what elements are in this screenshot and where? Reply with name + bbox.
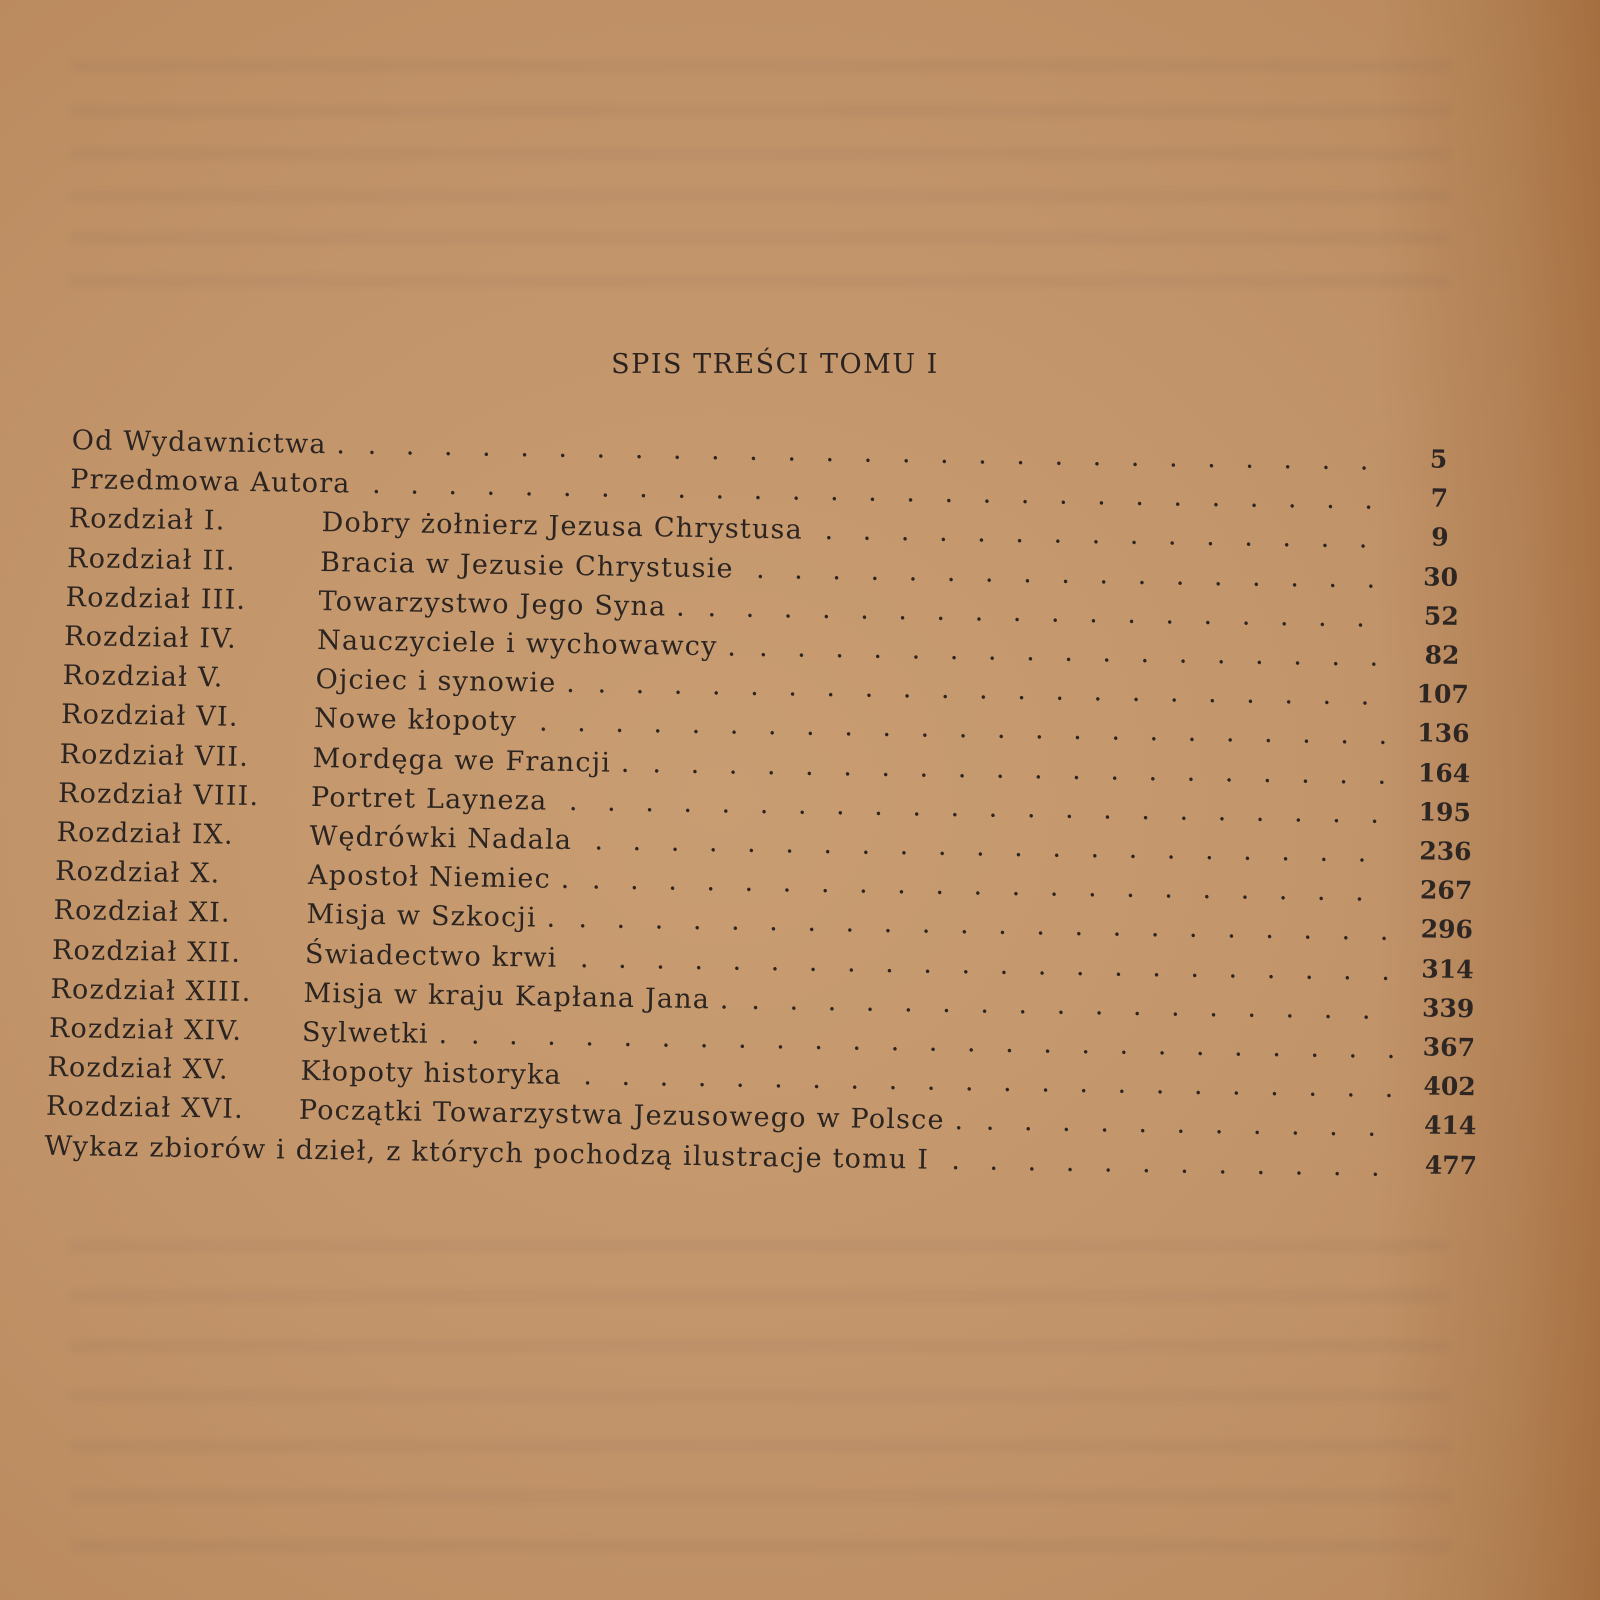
table-of-contents	[0, 424, 1600, 1249]
toc-entry-page-number: 9	[1431, 522, 1449, 553]
show-through-text	[70, 1340, 1450, 1352]
toc-entry-page-number: 314	[1421, 953, 1474, 984]
toc-entry-title: Wędrówki Nadala	[309, 820, 573, 857]
show-through-text	[70, 1290, 1450, 1302]
toc-entry-label: Rozdział VI.	[60, 699, 239, 734]
toc-entry-page-number: 195	[1418, 797, 1472, 827]
toc-entry-label: Od Wydawnictwa .	[71, 425, 347, 461]
toc-entry-page-number: 236	[1419, 836, 1472, 867]
toc-entry-page-number: 367	[1422, 1032, 1476, 1063]
toc-entry-title: Apostoł Niemiec .	[307, 860, 571, 896]
show-through-text	[70, 60, 1450, 72]
toc-entry-title: Misja w Szkocji .	[306, 899, 557, 935]
toc-entry-label: Rozdział V.	[62, 660, 224, 694]
toc-entry-title: Początki Towarzystwa Jezusowego w Polsce .	[298, 1095, 965, 1137]
page-title: SPIS TREŚCI TOMU I	[611, 349, 939, 380]
toc-entry-title: Misja w kraju Kapłana Jana .	[303, 977, 730, 1016]
toc-entry-label: Rozdział XIII.	[50, 973, 252, 1008]
show-through-text	[70, 1490, 1450, 1502]
toc-entry-page-number: 402	[1423, 1071, 1476, 1102]
toc-entry-label: Wykaz zbiorów i dzieł, z których pochodzą ilustracje tomu I	[44, 1130, 930, 1176]
toc-entry-title: Mordęga we Francji .	[312, 742, 631, 779]
show-through-text	[70, 275, 1450, 287]
show-through-text	[70, 232, 1450, 244]
toc-entry-page-number: 164	[1417, 757, 1471, 788]
toc-entry-label: Rozdział XIV.	[48, 1012, 243, 1047]
toc-entry-title: Ojciec i synowie .	[315, 664, 577, 700]
toc-entry-label: Rozdział XII.	[51, 934, 242, 969]
toc-entry-title: Nowe kłopoty	[313, 703, 518, 738]
toc-entry-page-number: 267	[1419, 875, 1473, 906]
toc-entry-label: Przedmowa Autora	[69, 464, 351, 500]
toc-entry-title: Towarzystwo Jego Syna .	[318, 585, 687, 623]
toc-entry-page-number: 339	[1421, 993, 1475, 1024]
toc-entry-title: Kłopoty historyka	[300, 1055, 563, 1092]
toc-entry-title: Świadectwo krwi	[304, 938, 558, 974]
show-through-text	[70, 1540, 1450, 1552]
toc-entry-label: Rozdział XV.	[47, 1052, 230, 1086]
toc-entry-label: Rozdział VII.	[59, 738, 250, 773]
toc-entry-page-number: 52	[1423, 601, 1459, 631]
toc-entry-page-number: 107	[1416, 679, 1470, 710]
toc-entry-label: Rozdział II.	[66, 542, 237, 577]
toc-entry-page-number: 30	[1423, 561, 1459, 592]
toc-entry-label: Rozdział I.	[68, 503, 226, 537]
toc-entry-page-number: 296	[1420, 914, 1474, 945]
toc-entry-page-number: 414	[1423, 1110, 1477, 1141]
dot-leader	[951, 1145, 1398, 1186]
toc-entry-label: Rozdział IX.	[56, 816, 235, 851]
show-through-text	[70, 1390, 1450, 1402]
toc-entry-page-number: 5	[1429, 444, 1448, 474]
toc-entry-label: Rozdział XI.	[53, 895, 232, 930]
toc-entry-title: Bracia w Jezusie Chrystusie	[319, 546, 734, 585]
toc-entry-label: Rozdział IV.	[63, 621, 238, 655]
toc-entry-label: Rozdział X.	[54, 856, 221, 890]
toc-entry-page-number: 477	[1424, 1150, 1478, 1180]
show-through-text	[70, 190, 1450, 202]
toc-entry-page-number: 136	[1417, 718, 1470, 749]
toc-entry-page-number: 82	[1424, 640, 1460, 670]
toc-entry-page-number: 7	[1430, 483, 1449, 513]
dot-leader	[824, 515, 1386, 558]
show-through-text	[70, 105, 1450, 117]
toc-entry-label: Rozdział III.	[65, 581, 247, 616]
toc-entry-label: Rozdział VIII.	[57, 777, 260, 812]
dot-leader	[986, 1106, 1397, 1146]
toc-entry-title: Dobry żołnierz Jezusa Chrystusa	[321, 507, 804, 547]
toc-entry-label: Rozdział XVI.	[45, 1091, 245, 1126]
toc-entry-title: Portret Layneza	[310, 781, 548, 817]
toc-entry-title: Sylwetki .	[301, 1016, 449, 1051]
toc-entry-title: Nauczyciele i wychowawcy .	[316, 625, 738, 663]
show-through-text	[70, 1440, 1450, 1452]
show-through-text	[70, 148, 1450, 160]
